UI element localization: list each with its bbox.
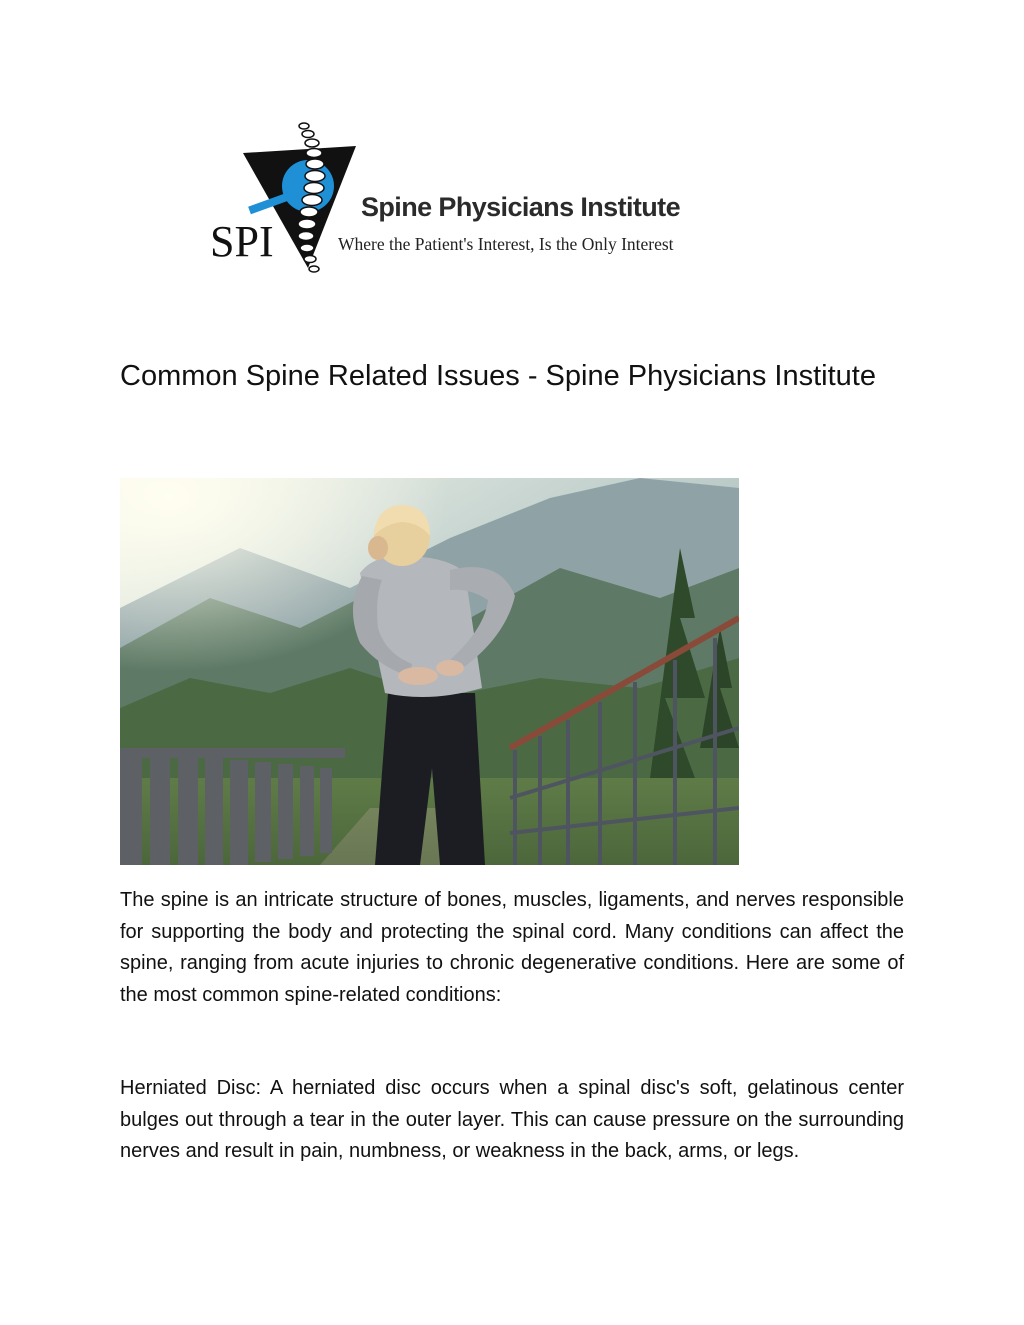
logo-abbreviation: SPI xyxy=(210,217,274,266)
woman-back-pain-image xyxy=(120,478,739,865)
logo-tagline: Where the Patient's Interest, Is the Only Interest xyxy=(338,234,674,254)
intro-paragraph: The spine is an intricate structure of bones, muscles, ligaments, and nerves responsible for supporting the body and protecting the spinal cord. Many conditions can affect the spine, ranging from acute injuries to chronic degenerative conditions. Here are some of the most common spine-related conditions: xyxy=(120,889,904,1006)
herniated-disc-paragraph: Herniated Disc: A herniated disc occurs when a spinal disc's soft, gelatinous center bulges out through a tear in the outer layer. This can cause pressure on the surrounding nerves and result in pain, numbness, or weakness in the back, arms, or legs. xyxy=(120,1077,904,1162)
page-title: Common Spine Related Issues - Spine Physicians Institute xyxy=(120,360,876,392)
hero-photo xyxy=(120,478,739,865)
logo-name: Spine Physicians Institute xyxy=(361,192,680,222)
spi-logo xyxy=(208,118,728,278)
